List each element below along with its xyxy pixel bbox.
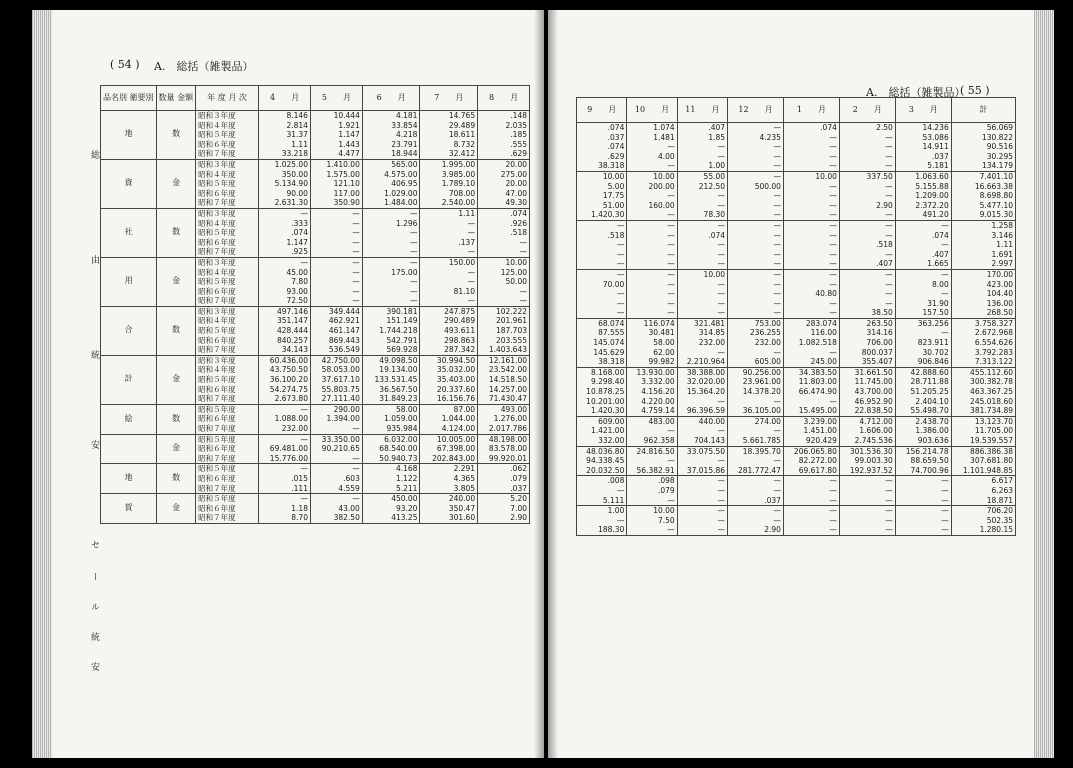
category-label: 社	[101, 208, 157, 257]
side-label: 安	[89, 440, 99, 455]
value-cell: — — —	[895, 506, 951, 536]
value-cell: 263.50 314.16 706.00 800.037 355.407	[839, 318, 895, 367]
value-cell: 493.00 1.276.00 2.017.786	[478, 404, 530, 434]
value-cell: 1.00 — 188.30	[577, 506, 627, 536]
header-cell: 7 月	[420, 86, 478, 111]
value-cell: 14.765 29.489 18.611 8.732 32.412	[420, 111, 478, 160]
value-cell: 10.00 — — — —	[783, 171, 839, 220]
type-label: 金	[156, 494, 196, 524]
value-cell: 3.239.00 1.451.00 920.429	[783, 416, 839, 446]
value-cell: 30.994.50 35.032.00 35.403.00 20.337.60 16.156.76	[420, 355, 478, 404]
header-cell: 5 月	[310, 86, 362, 111]
header-cell: 6 月	[362, 86, 420, 111]
value-cell: .074 .037 .074 .629 38.318	[577, 123, 627, 172]
value-cell: 10.00 7.50 —	[627, 506, 677, 536]
value-cell: 170.00 423.00 104.40 136.00 268.50	[951, 269, 1015, 318]
year-list: 昭和５年度 昭和６年度 昭和７年度	[196, 404, 259, 434]
value-cell: 56.069 130.822 90.516 30.295 134.179	[951, 123, 1015, 172]
page-number: ( 55 )	[960, 84, 990, 97]
value-cell: 1.11 — — .137 —	[420, 208, 478, 257]
page-edge	[32, 10, 52, 758]
category-label: 用	[101, 257, 157, 306]
value-cell: — — — — —	[728, 220, 784, 269]
category-label: 合	[101, 306, 157, 355]
year-list: 昭和３年度 昭和４年度 昭和５年度 昭和６年度 昭和７年度	[196, 159, 259, 208]
value-cell: — 4.235 — — —	[728, 123, 784, 172]
value-cell: 440.00 — 704.143	[677, 416, 727, 446]
value-cell: 4.712.00 1.606.00 2.745.536	[839, 416, 895, 446]
value-cell: .148 2.035 .185 .555 .629	[478, 111, 530, 160]
value-cell: — — —	[839, 506, 895, 536]
left-table-body	[101, 111, 530, 524]
value-cell: — 500.00 — — —	[728, 171, 784, 220]
value-cell: — 1.088.00 232.00	[259, 404, 311, 434]
value-cell: — 175.00 — — —	[362, 257, 420, 306]
table-row-group	[577, 476, 1016, 506]
value-cell: 6.617 6.263 18.871	[951, 476, 1015, 506]
value-cell: 150.00 — — 81.10 —	[420, 257, 478, 306]
value-cell: — 69.481.00 15.776.00	[259, 434, 311, 464]
value-cell: — — .518 — .407	[839, 220, 895, 269]
category-label: 地	[101, 464, 157, 494]
value-cell: .098 .079 —	[627, 476, 677, 506]
table-header-row	[577, 98, 1016, 123]
value-cell: — — — — —	[728, 269, 784, 318]
header-cell: 8 月	[478, 86, 530, 111]
value-cell: — — 40.80 — —	[783, 269, 839, 318]
value-cell: 565.00 4.575.00 406.95 1.029.00 1.484.00	[362, 159, 420, 208]
value-cell: 34.383.50 11.803.00 66.474.90 — 15.495.00	[783, 367, 839, 416]
value-cell: 1.258 3.146 1.11 1.691 2.997	[951, 220, 1015, 269]
value-cell: 390.181 151.149 1.744.218 542.791 569.928	[362, 306, 420, 355]
value-cell: — — — — —	[627, 220, 677, 269]
value-cell: 3.758.327 2.672.968 6.554.626 3.792.283 7.313.122	[951, 318, 1015, 367]
table-row-group	[101, 159, 530, 208]
table-row-group	[101, 355, 530, 404]
header-cell: 10 月	[627, 98, 677, 123]
category-label: 地	[101, 111, 157, 160]
value-cell: 102.222 201.961 187.703 203.555 1.403.643	[478, 306, 530, 355]
table-row-group	[577, 416, 1016, 446]
header-cell: 計	[951, 98, 1015, 123]
section-title: A. 総括（雑製品）	[154, 60, 254, 73]
type-label: 数	[156, 208, 196, 257]
side-label: 総	[89, 150, 99, 165]
table-row-group	[577, 446, 1016, 476]
value-cell: — — — — —	[627, 269, 677, 318]
table-row-group	[101, 404, 530, 434]
value-cell: — — —	[783, 506, 839, 536]
value-cell: 10.005.00 67.398.00 202.843.00	[420, 434, 478, 464]
value-cell: — 8.00 — 31.90 157.50	[895, 269, 951, 318]
value-cell: — — —	[677, 506, 727, 536]
category-label	[101, 434, 157, 464]
value-cell: — .518 — — —	[577, 220, 627, 269]
side-label: セ	[89, 540, 99, 555]
value-cell: 116.074 30.481 58.00 62.00 99.982	[627, 318, 677, 367]
header-cell: 数量 金額	[156, 86, 196, 111]
value-cell: 2.291 4.365 3.805	[420, 464, 478, 494]
value-cell: — — — — —	[310, 208, 362, 257]
value-cell: 4.168 1.122 5.211	[362, 464, 420, 494]
value-cell: 10.00 125.00 50.00 — —	[478, 257, 530, 306]
value-cell: 301.536.30 99.003.30 192.937.52	[839, 446, 895, 476]
value-cell: 60.436.00 43.750.50 36.100.20 54.274.75 2.673.80	[259, 355, 311, 404]
value-cell: 497.146 351.147 428.444 840.257 34.143	[259, 306, 311, 355]
year-list: 昭和３年度 昭和４年度 昭和５年度 昭和６年度 昭和７年度	[196, 257, 259, 306]
value-cell: 31.661.50 11.745.00 43.700.00 46.952.90 22.838.50	[839, 367, 895, 416]
table-row-group	[101, 464, 530, 494]
value-cell: 42.750.00 58.053.00 37.617.10 55.803.75 27.111.40	[310, 355, 362, 404]
value-cell: — .333 .074 1.147 .925	[259, 208, 311, 257]
value-cell: 10.00 5.00 17.75 51.00 1.420.30	[577, 171, 627, 220]
year-list: 昭和５年度 昭和６年度 昭和７年度	[196, 434, 259, 464]
value-cell: 48.036.80 94.338.45 20.032.50	[577, 446, 627, 476]
side-label: ー	[89, 572, 99, 587]
value-cell: — 45.00 7.80 93.00 72.50	[259, 257, 311, 306]
value-cell: 609.00 1.421.00 332.00	[577, 416, 627, 446]
value-cell: 753.00 236.255 232.00 — 605.00	[728, 318, 784, 367]
type-label: 数	[156, 306, 196, 355]
value-cell: 5.20 7.00 2.90	[478, 494, 530, 524]
value-cell: .074 — — — —	[783, 123, 839, 172]
value-cell: 48.198.00 83.578.00 99.920.01	[478, 434, 530, 464]
value-cell: 24.816.50 — 56.382.91	[627, 446, 677, 476]
value-cell: 206.065.80 82.272.00 69.617.80	[783, 446, 839, 476]
value-cell: 33.350.00 90.210.65 —	[310, 434, 362, 464]
value-cell: 247.875 290.489 493.611 298.863 287.342	[420, 306, 478, 355]
value-cell: — — 2.90	[728, 506, 784, 536]
value-cell: 14.236 53.086 14.911 .037 5.181	[895, 123, 951, 172]
category-label: 計	[101, 355, 157, 404]
table-row-group	[577, 171, 1016, 220]
value-cell: 90.256.00 23.961.00 14.378.20 — 36.105.00	[728, 367, 784, 416]
table-header-row	[101, 86, 530, 111]
value-cell: 49.098.50 19.134.00 133.531.45 36.567.50 31.849.23	[362, 355, 420, 404]
value-cell: 349.444 462.921 461.147 869.443 536.549	[310, 306, 362, 355]
table-row-group	[101, 257, 530, 306]
value-cell: 2.50 — — — —	[839, 123, 895, 172]
table-row-group	[577, 220, 1016, 269]
value-cell: — — .037	[728, 476, 784, 506]
type-label: 数	[156, 404, 196, 434]
value-cell: 7.401.10 16.663.38 8.698.80 5.477.10 9.015.30	[951, 171, 1015, 220]
header-cell: 3 月	[895, 98, 951, 123]
value-cell: — — — — 38.50	[839, 269, 895, 318]
value-cell: — 43.00 382.50	[310, 494, 362, 524]
table-row-group	[577, 123, 1016, 172]
value-cell: — .603 4.559	[310, 464, 362, 494]
year-list: 昭和３年度 昭和４年度 昭和５年度 昭和６年度 昭和７年度	[196, 111, 259, 160]
value-cell: 1.025.00 350.00 5.134.90 90.00 2.631.30	[259, 159, 311, 208]
value-cell: 10.444 1.921 1.147 1.443 4.477	[310, 111, 362, 160]
right-table-body	[577, 123, 1016, 536]
header-cell: 12 月	[728, 98, 784, 123]
header-cell: 1 月	[783, 98, 839, 123]
spine-shadow	[548, 10, 558, 758]
value-cell: 12.161.00 23.542.00 14.518.50 14.257.00 71.430.47	[478, 355, 530, 404]
value-cell: 10.00 200.00 — 160.00 —	[627, 171, 677, 220]
value-cell: — .074 — .407 1.665	[895, 220, 951, 269]
year-list: 昭和５年度 昭和６年度 昭和７年度	[196, 494, 259, 524]
category-label: 資	[101, 159, 157, 208]
left-page	[32, 10, 544, 758]
category-label: 賀	[101, 494, 157, 524]
section-title: A. 総括（雑製品）	[866, 86, 966, 99]
table-row-group	[577, 269, 1016, 318]
value-cell: 20.00 275.00 20.00 47.00 49.30	[478, 159, 530, 208]
value-cell: — 70.00 — — —	[577, 269, 627, 318]
value-cell: 886.386.38 307.681.80 1.101.948.85	[951, 446, 1015, 476]
value-cell: 68.074 87.555 145.074 145.629 38.318	[577, 318, 627, 367]
value-cell: 1.410.00 1.575.00 121.10 117.00 350.90	[310, 159, 362, 208]
type-label: 金	[156, 257, 196, 306]
value-cell: 240.00 350.47 301.60	[420, 494, 478, 524]
value-cell: 156.214.78 88.659.50 74.700.96	[895, 446, 951, 476]
table-row-group	[101, 111, 530, 160]
value-cell: 38.388.00 32.020.00 15.364.20 — 96.396.59	[677, 367, 727, 416]
value-cell: 13.123.70 11.705.00 19.539.557	[951, 416, 1015, 446]
value-cell: 4.181 33.854 4.218 23.791 18.944	[362, 111, 420, 160]
value-cell: 1.995.00 3.985.00 1.789.10 708.00 2.540.00	[420, 159, 478, 208]
table-row-group	[101, 494, 530, 524]
side-label: 統	[89, 632, 99, 647]
header-cell: 年 度 月 次	[196, 86, 259, 111]
value-cell: 274.00 — 5.661.785	[728, 416, 784, 446]
header-cell: 2 月	[839, 98, 895, 123]
value-cell: 455.112.60 300.382.78 463.367.25 245.018.60 381.734.89	[951, 367, 1015, 416]
right-data-table	[576, 97, 1016, 536]
value-cell: .008 — 5.111	[577, 476, 627, 506]
value-cell: — .015 .111	[259, 464, 311, 494]
value-cell: 42.888.60 28.711.88 51.205.25 2.404.10 55.498.70	[895, 367, 951, 416]
value-cell: — .074 — — —	[677, 220, 727, 269]
value-cell: .074 .926 .518 — —	[478, 208, 530, 257]
value-cell: 1.063.60 5.155.88 1.209.00 2.372.20 491.20	[895, 171, 951, 220]
type-label: 金	[156, 434, 196, 464]
year-list: 昭和３年度 昭和４年度 昭和５年度 昭和６年度 昭和７年度	[196, 355, 259, 404]
spine-shadow	[534, 10, 544, 758]
year-list: 昭和３年度 昭和４年度 昭和５年度 昭和６年度 昭和７年度	[196, 208, 259, 257]
value-cell: 1.074 1.481 — 4.00 —	[627, 123, 677, 172]
value-cell: 6.032.00 68.540.00 50.940.73	[362, 434, 420, 464]
left-data-table	[100, 85, 530, 524]
value-cell: 290.00 1.394.00 —	[310, 404, 362, 434]
value-cell: .062 .079 .037	[478, 464, 530, 494]
side-label: 安	[89, 662, 99, 677]
value-cell: — — —	[783, 476, 839, 506]
value-cell: 283.074 116.00 1.082.518 — 245.00	[783, 318, 839, 367]
type-label: 金	[156, 159, 196, 208]
value-cell: 33.075.50 — 37.015.86	[677, 446, 727, 476]
type-label: 数	[156, 464, 196, 494]
year-list: 昭和５年度 昭和６年度 昭和７年度	[196, 464, 259, 494]
value-cell: 363.256 — 823.911 30.702 906.846	[895, 318, 951, 367]
value-cell: 8.146 2.814 31.37 1.11 33.218	[259, 111, 311, 160]
value-cell: — 1.296 — — —	[362, 208, 420, 257]
value-cell: 483.00 — 962.358	[627, 416, 677, 446]
value-cell: 8.168.00 9.298.40 10.878.25 10.201.00 1.420.30	[577, 367, 627, 416]
value-cell: 55.00 212.50 — — 78.30	[677, 171, 727, 220]
value-cell: — — —	[839, 476, 895, 506]
value-cell: 18.395.70 — 281.772.47	[728, 446, 784, 476]
side-label: 統	[89, 350, 99, 365]
value-cell: 58.00 1.059.00 935.984	[362, 404, 420, 434]
table-row-group	[577, 506, 1016, 536]
right-page	[548, 10, 1054, 758]
value-cell: 10.00 — — — —	[677, 269, 727, 318]
header-cell: 9 月	[577, 98, 627, 123]
value-cell: — — —	[677, 476, 727, 506]
value-cell: 87.00 1.044.00 4.124.00	[420, 404, 478, 434]
value-cell: — 1.18 8.70	[259, 494, 311, 524]
value-cell: 2.438.70 1.386.00 903.636	[895, 416, 951, 446]
value-cell: — — — — —	[310, 257, 362, 306]
value-cell: — — — — —	[783, 220, 839, 269]
table-row-group	[101, 306, 530, 355]
type-label: 数	[156, 111, 196, 160]
page-number: ( 54 )	[110, 58, 140, 71]
category-label: 絵	[101, 404, 157, 434]
value-cell: — — —	[895, 476, 951, 506]
table-row-group	[101, 434, 530, 464]
value-cell: 337.50 — — 2.90 —	[839, 171, 895, 220]
header-cell: 品名別 衛要別	[101, 86, 157, 111]
side-label: 由	[89, 255, 99, 270]
page-edge	[1034, 10, 1054, 758]
year-list: 昭和３年度 昭和４年度 昭和５年度 昭和６年度 昭和７年度	[196, 306, 259, 355]
value-cell: 706.20 502.35 1.280.15	[951, 506, 1015, 536]
table-row-group	[577, 367, 1016, 416]
table-row-group	[101, 208, 530, 257]
header-cell: 11 月	[677, 98, 727, 123]
value-cell: 321.481 314.85 232.00 — 2.210.964	[677, 318, 727, 367]
value-cell: .407 1.85 — — 1.00	[677, 123, 727, 172]
type-label: 金	[156, 355, 196, 404]
value-cell: 13.930.00 3.332.00 4.156.20 4.220.00 4.759.14	[627, 367, 677, 416]
side-label: ル	[89, 602, 99, 617]
value-cell: 450.00 93.20 413.25	[362, 494, 420, 524]
table-row-group	[577, 318, 1016, 367]
header-cell: 4 月	[259, 86, 311, 111]
